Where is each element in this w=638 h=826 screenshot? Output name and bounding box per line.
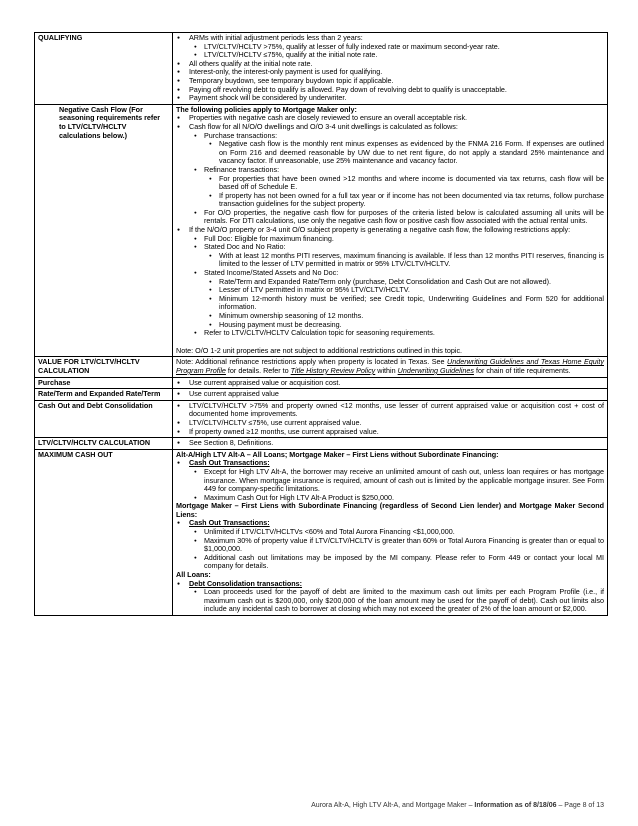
list-item: ● Paying off revolving debt to qualify is allowed. Pay down of revolving debt to qualify is unacceptable.	[189, 86, 604, 95]
list-item: ● Lesser of LTV permitted in matrix or 95% LTV/CLTV/HCLTV.	[219, 286, 604, 295]
guide-link[interactable]: Underwriting Guidelines and Texas Home Equity Program Profile	[176, 357, 604, 375]
row-label: MAXIMUM CASH OUT	[35, 449, 173, 615]
row-content	[173, 104, 608, 357]
section-heading: The following policies apply to Mortgage Maker only:	[176, 104, 357, 114]
list-item: ● Interest-only, the interest-only payment is used for qualifying.	[189, 68, 604, 77]
row-maximum-cash-out	[35, 449, 608, 615]
guide-link[interactable]: Title History Review Policy	[290, 365, 376, 375]
list-item: ● Maximum Cash Out for High LTV Alt-A Product is $250,000.	[204, 494, 604, 503]
list-item: ● Refinance transactions: ● For properties that have been owned >12 months and where income is documented via tax returns, cash flow will be based off of Schedule E. ● If property has not been owned for a full tax year or if income has not been documented via tax returns, follow purchase transaction guidelines for the subject property.	[204, 166, 604, 209]
list-item: ● Additional cash out limitations may be imposed by the MI company. Please refer to Form 449 or contact your local MI company for details.	[204, 554, 604, 571]
list-item: ● If property owned ≥12 months, use current appraised value.	[189, 428, 604, 437]
row-negative-cash-flow	[35, 104, 608, 357]
list-item: ● Full Doc: Eligible for maximum financing.	[204, 235, 604, 244]
section-heading: All Loans:	[176, 570, 211, 580]
guidelines-page	[34, 32, 608, 616]
list-item: ● Negative cash flow is the monthly rent minus expenses as evidenced by the FNMA 216 Form. If expenses are outlined on Form 216 and deemed reasonable by UW due to net rent figure, do not apply a standard 25% maintenance and vacancy factor. If unreasonable, use 25% maintenance and vacancy factor.	[219, 140, 604, 166]
list-item: ● Payment shock will be considered by underwriter.	[189, 94, 604, 103]
list-item: ● Cash Out Transactions: ● Except for High LTV Alt-A, the borrower may receive an unlimited amount of cash out, unless loan requires or has mortgage insurance. When mortgage insurance is required, amount of cash out is limited by the applicable mortgage insurer. See Form 449 for company-specific limitations. ● Maximum Cash Out for High LTV Alt-A Product is $250,000.	[189, 459, 604, 502]
list-item: ● Purchase transactions: ● Negative cash flow is the monthly rent minus expenses as evidenced by the FNMA 216 Form. If expenses are outlined on Form 216 and deemed reasonable by UW due to net rent figure, do not apply a standard 25% maintenance and vacancy factor. If unreasonable, use 25% maintenance and vacancy factor.	[204, 132, 604, 166]
row-content	[173, 389, 608, 401]
row-content	[173, 400, 608, 437]
row-ltv-calculation	[35, 438, 608, 450]
list-item: ● Minimum ownership seasoning of 12 months.	[219, 312, 604, 321]
list-item: ● LTV/CLTV/HCLTV >75% and property owned <12 months, use lesser of current appraised value or acquisition cost + cost of documented home improvements.	[189, 402, 604, 419]
list-item: ● Except for High LTV Alt-A, the borrower may receive an unlimited amount of cash out, unless loan requires or has mortgage insurance. When mortgage insurance is required, amount of cash out is limited by the applicable mortgage insurer. See Form 449 for company-specific limitations.	[204, 468, 604, 494]
guidelines-table	[34, 32, 608, 616]
list-item: ● All others qualify at the initial note rate.	[189, 60, 604, 69]
list-item: ● LTV/CLTV/HCLTV ≤75%, qualify at the initial note rate.	[204, 51, 604, 60]
list-item: ● If the N/O/O property or 3-4 unit O/O subject property is generating a negative cash flow, the following restrictions apply: ● Full Doc: Eligible for maximum financing. ● Stated Doc and No Ratio: ● With at least 12 months PITI reserves, maximum financing is available. If less than 12 months PITI reserves, financing is limited to the lesser of LTV permitted in matrix or 95% LTV/CLTV/HCLTV. ● Stated Income/Stated Assets and No Doc: ● Rate/Term and Expanded Rate/Term only (purchase, Debt Consolidation and Cash Out are not allowed). ● Lesser of LTV permitted in matrix or 95% LTV/CLTV/HCLTV. ● Minimum 12-month history must be verified; see Credit topic, Underwriting Guidelines and Form 520 for additional information. ● Minimum ownership seasoning of 12 months. ● Housing payment must be decreasing. ● Refer to LTV/CLTV/HCLTV Calculation topic for seasoning requirements.	[189, 226, 604, 338]
list-item: ● ARMs with initial adjustment periods less than 2 years: ● LTV/CLTV/HCLTV >75%, qualify at lesser of fully indexed rate or maximum second-year rate. ● LTV/CLTV/HCLTV ≤75%, qualify at the initial note rate.	[189, 34, 604, 60]
list-item: ● If property has not been owned for a full tax year or if income has not been documented via tax returns, follow purchase transaction guidelines for the subject property.	[219, 192, 604, 209]
list-item: ● For O/O properties, the negative cash flow for purposes of the criteria listed below is calculated assuming all units will be rentals. For DTI calculations, use only the negative cash flow or positive cash flow associated with the actual rental units.	[204, 209, 604, 226]
list-item: ● LTV/CLTV/HCLTV >75%, qualify at lesser of fully indexed rate or maximum second-year rate.	[204, 43, 604, 52]
list-item: ● Use current appraised value	[189, 390, 604, 399]
row-value-for-ltv	[35, 357, 608, 377]
list-item: ● For properties that have been owned >12 months and where income is documented via tax returns, cash flow will be based off of Schedule E.	[219, 175, 604, 192]
row-purchase	[35, 377, 608, 389]
list-item: ● Stated Doc and No Ratio: ● With at least 12 months PITI reserves, maximum financing is available. If less than 12 months PITI reserves, financing is limited to the lesser of LTV permitted in matrix or 95% LTV/CLTV/HCLTV.	[204, 243, 604, 269]
list-item: ● Maximum 30% of property value if LTV/CLTV/HCLTV is greater than 60% or Total Aurora Financing is greater than or equal to $1,000,000.	[204, 537, 604, 554]
page-footer: Aurora Alt-A, High LTV Alt-A, and Mortgage Maker – Information as of 8/18/06 – Page 8 of 13	[311, 802, 604, 809]
row-content	[173, 33, 608, 105]
list-item: ● Cash flow for all N/O/O dwellings and O/O 3-4 unit dwellings is calculated as follows: ● Purchase transactions: ● Negative cash flow is the monthly rent minus expenses as evidenced by the FNMA 216 Form. If expenses are outlined on Form 216 and deemed reasonable by UW due to net rent figure, do not apply a standard 25% maintenance and vacancy factor. If unreasonable, use 25% maintenance and vacancy factor. ● Refinance transactions: ● For properties that have been owned >12 months and where income is documented via tax returns, cash flow will be based off of Schedule E. ● If property has not been owned for a full tax year or if income has not been documented via tax returns, follow purchase transaction guidelines for the subject property. ● For O/O properties, the negative cash flow for purposes of the criteria listed below is calculated assuming all units will be rentals. For DTI calculations, use only the negative cash flow or positive cash flow associated with the actual rental units.	[189, 123, 604, 226]
list-item: ● See Section 8, Definitions.	[189, 439, 604, 448]
section-heading: Mortgage Maker – First Liens with Subordinate Financing (regardless of Second Lien lender) and Mortgage Maker Second Liens:	[176, 501, 604, 519]
list-item: ● With at least 12 months PITI reserves, maximum financing is available. If less than 12 months PITI reserves, financing is limited to the lesser of LTV permitted in matrix or 95% LTV/CLTV/HCLTV.	[219, 252, 604, 269]
row-label: QUALIFYING	[35, 33, 173, 105]
list-item: ● Properties with negative cash are closely reviewed to ensure an overall acceptable risk.	[189, 114, 604, 123]
row-content	[173, 449, 608, 615]
row-content	[173, 377, 608, 389]
row-label: Purchase	[35, 377, 173, 389]
list-item: ● Loan proceeds used for the payoff of debt are limited to the maximum cash out limits per each Program Profile (i.e., if maximum cash out is $200,000, only $200,000 of the loan amount may be used for the payoff of debt). Cash out limits also include any incidental cash to borrower at closing which may not exceed the greater of 2% of the loan amount or $2,000.	[204, 588, 604, 614]
list-item: ● Rate/Term and Expanded Rate/Term only (purchase, Debt Consolidation and Cash Out are not allowed).	[219, 278, 604, 287]
list-item: ● Unlimited if LTV/CLTV/HCLTVs <60% and Total Aurora Financing <$1,000,000.	[204, 528, 604, 537]
page-number: – Page 8 of 13	[556, 802, 604, 809]
row-label: Rate/Term and Expanded Rate/Term	[35, 389, 173, 401]
footer-date: Information as of 8/18/06	[474, 802, 557, 809]
row-label: VALUE FOR LTV/CLTV/HCLTV CALCULATION	[35, 357, 173, 377]
list-item: ● Refer to LTV/CLTV/HCLTV Calculation topic for seasoning requirements.	[204, 329, 604, 338]
list-item: ● Temporary buydown, see temporary buydown topic if applicable.	[189, 77, 604, 86]
row-label: Cash Out and Debt Consolidation	[35, 400, 173, 437]
row-content	[173, 438, 608, 450]
row-qualifying	[35, 33, 608, 105]
list-item: ● Housing payment must be decreasing.	[219, 321, 604, 330]
list-item: ● Use current appraised value or acquisition cost.	[189, 379, 604, 388]
section-heading: Alt-A/High LTV Alt-A – All Loans; Mortgage Maker – First Liens without Subordinate Financing:	[176, 449, 499, 459]
row-cash-out	[35, 400, 608, 437]
list-item: ● Cash Out Transactions: ● Unlimited if LTV/CLTV/HCLTVs <60% and Total Aurora Financing <$1,000,000. ● Maximum 30% of property value if LTV/CLTV/HCLTV is greater than 60% or Total Aurora Financing is greater than or equal to $1,000,000. ● Additional cash out limitations may be imposed by the MI company. Please refer to Form 449 or contact your local MI company for details.	[189, 519, 604, 571]
list-item: ● Debt Consolidation transactions: ● Loan proceeds used for the payoff of debt are limited to the maximum cash out limits per each Program Profile (i.e., if maximum cash out is $200,000, only $200,000 of the loan amount may be used for the payoff of debt). Cash out limits also include any incidental cash to borrower at closing which may not exceed the greater of 2% of the loan amount or $2,000.	[189, 580, 604, 614]
row-rate-term	[35, 389, 608, 401]
list-item: ● Minimum 12-month history must be verified; see Credit topic, Underwriting Guidelines and Form 520 for additional information.	[219, 295, 604, 312]
row-label: Negative Cash Flow (For seasoning requirements refer to LTV/CLTV/HCLTV calculations below.)	[35, 104, 173, 357]
row-content: Note: Additional refinance restrictions apply when property is located in Texas. See Underwriting Guidelines and Texas Home Equity Program Profile for details. Refer to Title History Review Policy within Underwriting Guidelines for chain of title requirements.	[173, 357, 608, 377]
note-text: Note: O/O 1-2 unit properties are not subject to additional restrictions outlined in this topic.	[176, 345, 463, 355]
list-item: ● LTV/CLTV/HCLTV ≤75%, use current appraised value.	[189, 419, 604, 428]
guide-link[interactable]: Underwriting Guidelines	[397, 365, 474, 375]
row-label: LTV/CLTV/HCLTV CALCULATION	[35, 438, 173, 450]
list-item: ● Stated Income/Stated Assets and No Doc: ● Rate/Term and Expanded Rate/Term only (purchase, Debt Consolidation and Cash Out are not allowed). ● Lesser of LTV permitted in matrix or 95% LTV/CLTV/HCLTV. ● Minimum 12-month history must be verified; see Credit topic, Underwriting Guidelines and Form 520 for additional information. ● Minimum ownership seasoning of 12 months. ● Housing payment must be decreasing.	[204, 269, 604, 329]
